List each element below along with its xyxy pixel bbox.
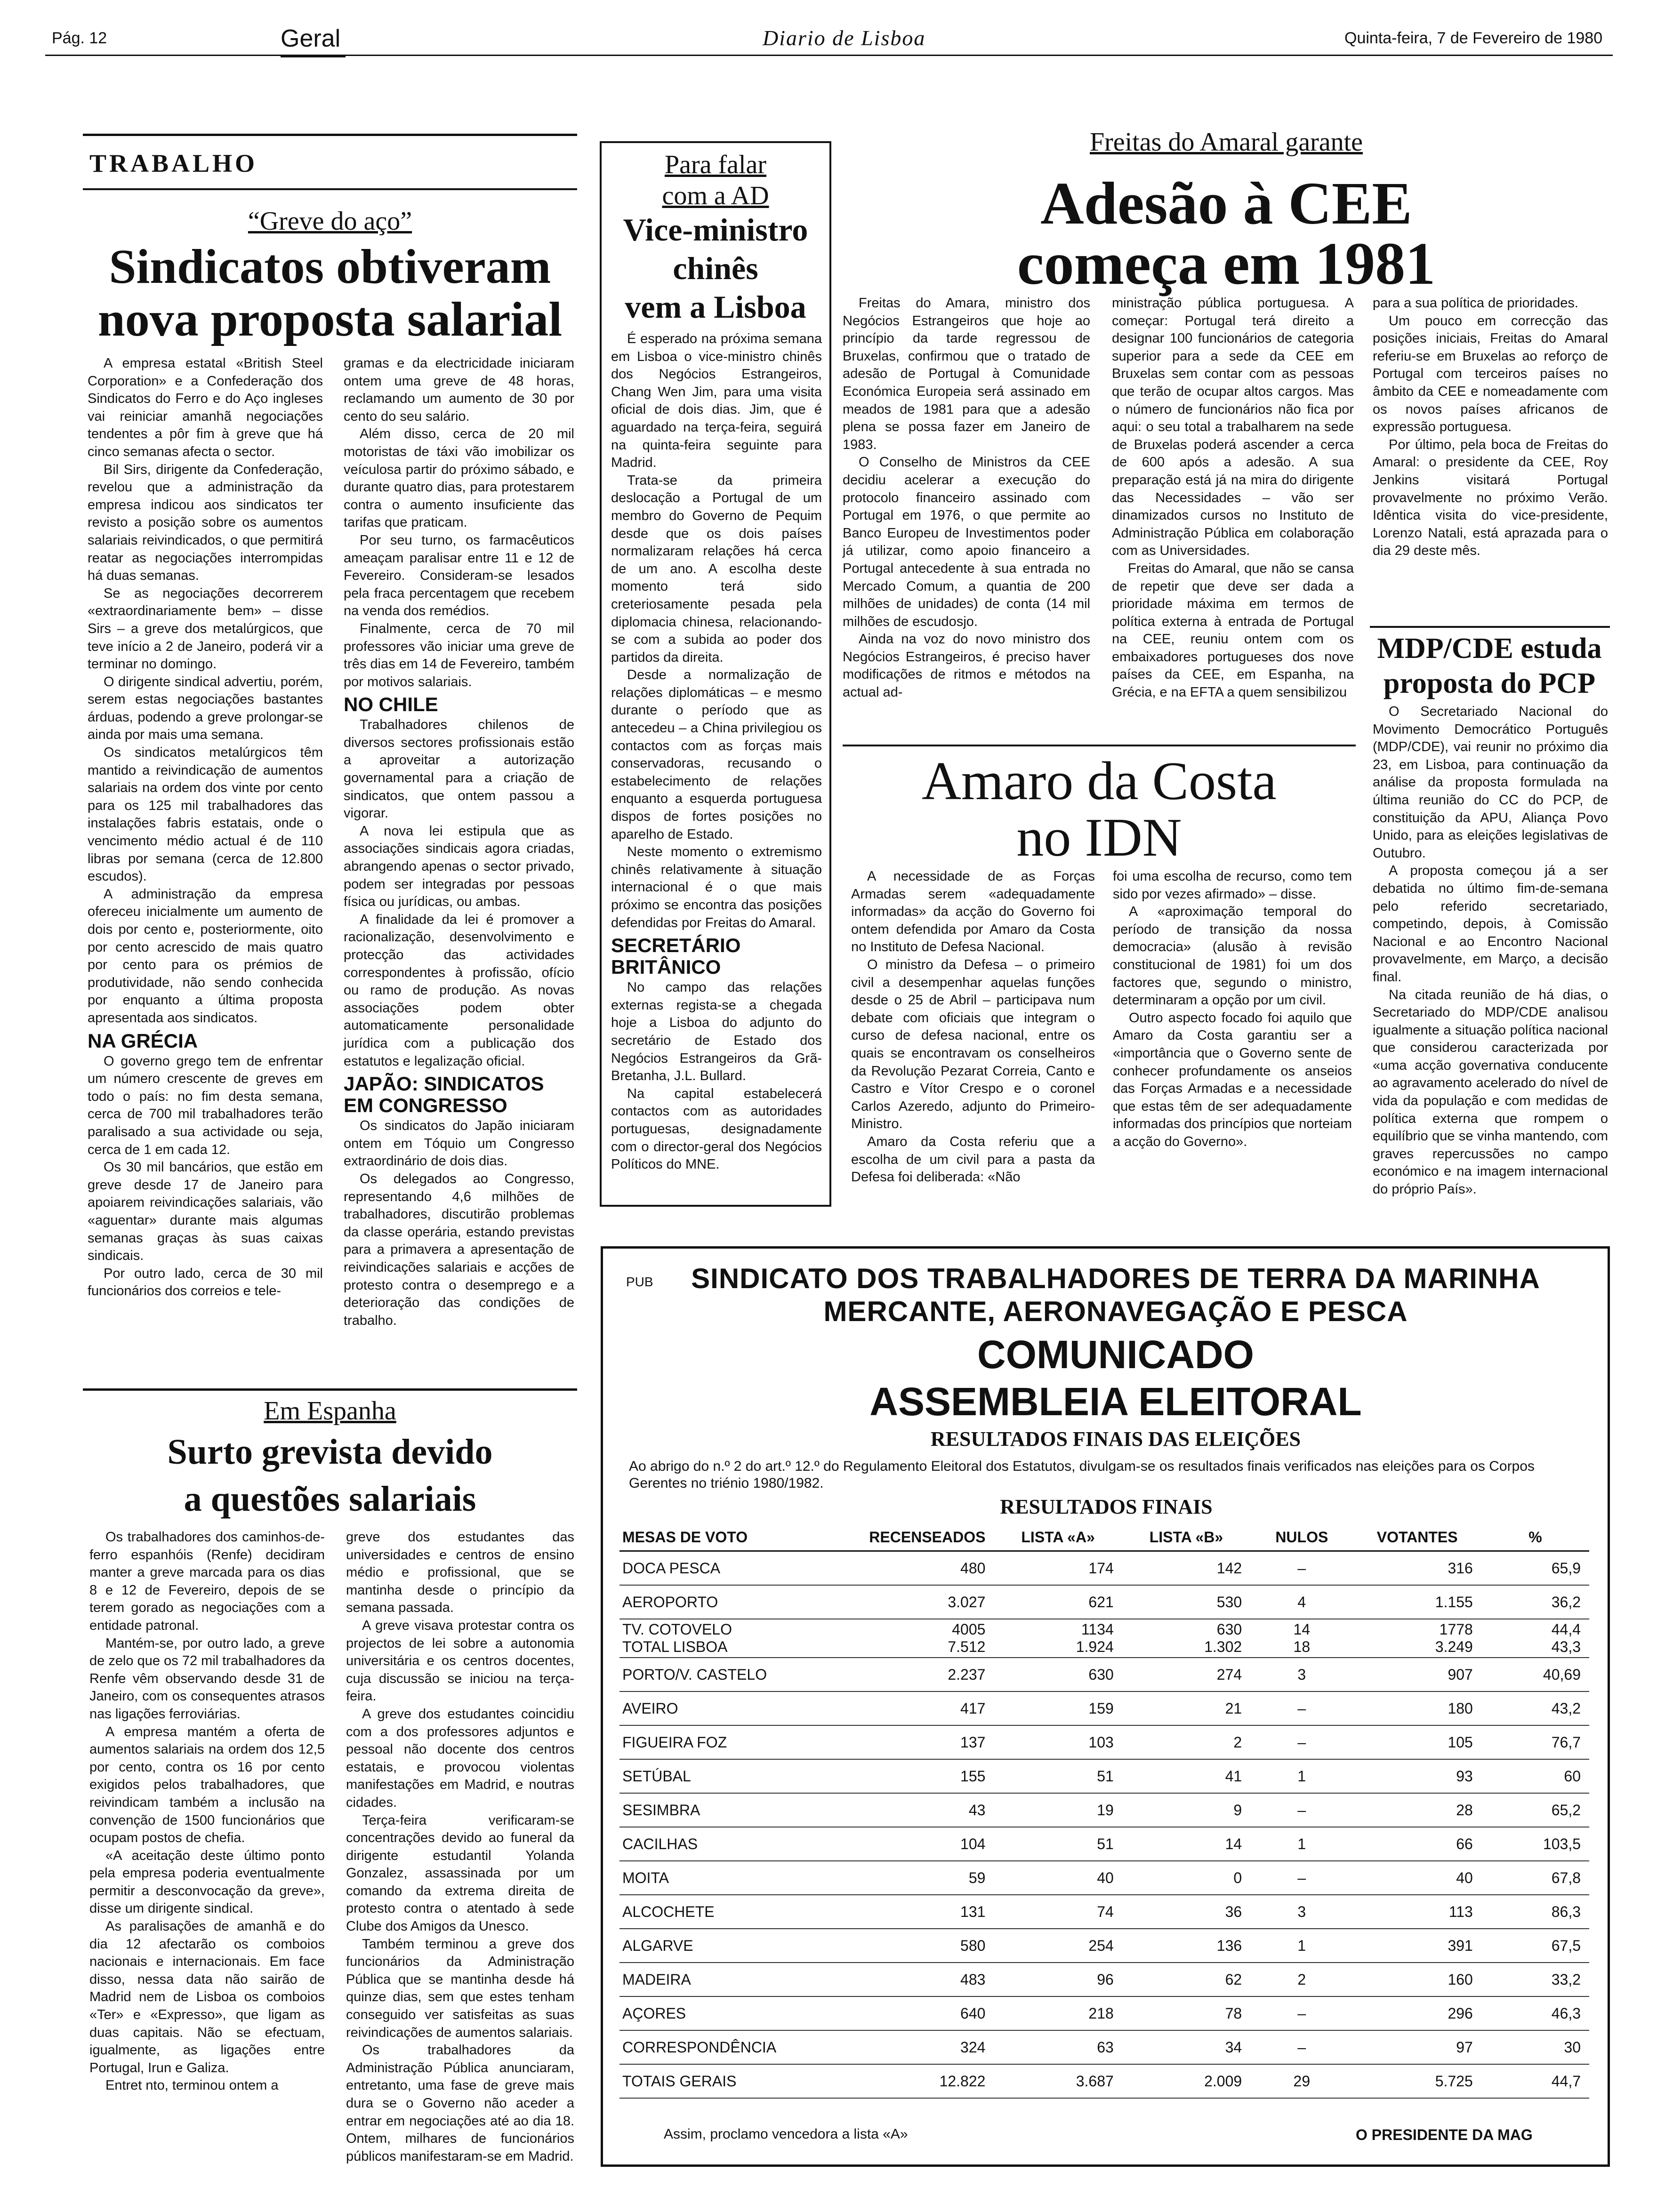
table-row xyxy=(619,1691,1589,1725)
table-cell: 580 xyxy=(839,1929,994,1963)
table-row xyxy=(619,2064,1589,2098)
paragraph: Por último, pela boca de Freitas do Amaral: o presidente da CEE, Roy Jenkins visitará Portugal provavelmente no próximo Verão. Idêntica visita do vice-presidente, Lorenzo Natali, está aprazada para o dia 29 deste mês. xyxy=(1373,437,1608,559)
paragraph: A empresa estatal «British Steel Corporation» e a Confederação dos Sindicatos do Ferro e do Aço ingleses vai reiniciar amanhã negociações tendentes a pôr fim à greve que há cinco semanas afecta o sector. xyxy=(88,356,323,459)
header-rule xyxy=(45,55,1613,56)
paragraph: Desde a normalização de relações diplomáticas – e mesmo durante o período que as antecedeu – a China privilegiou os contactos com as forças mais conservadoras, recusando o estabelecimento de relações enquanto a esquerda portuguesa dispos de fortes posições no aparelho de Estado. xyxy=(611,667,822,842)
table-cell: 907 xyxy=(1353,1658,1481,1691)
paragraph: Os sindicatos metalúrgicos têm mantido a reivindicação de aumentos salariais na ordem dos vinte por cento para os 125 mil trabalhadores das instalações fabris estatais, onde o vencimento médio actual é de 110 libras por semana (cerca de 12.800 escudos). xyxy=(88,745,323,884)
paragraph: A empresa mantém a oferta de aumentos salariais na ordem dos 12,5 por cento, contra os 16 por cento exigidos pelos trabalhadores, que reivindicam também a inclusão na convenção de 1500 funcionários que ocupam postos de chefia. xyxy=(89,1724,325,1846)
ad-org-line-2: MERCANTE, AERONAVEGAÇÃO E PESCA xyxy=(823,1296,1408,1327)
table-cell: 391 xyxy=(1353,1929,1481,1963)
paragraph: Entret nto, terminou ontem a xyxy=(105,2078,279,2093)
table-cell: 78 xyxy=(1122,1996,1250,2030)
table-cell: 324 xyxy=(839,2030,994,2064)
table-cell: 43 xyxy=(839,1793,994,1827)
cell-mesa: MADEIRA xyxy=(619,1963,839,1996)
paragraph: Amaro da Costa referiu que a escolha de um civil para a pasta da Defesa foi deliberada: «Não xyxy=(851,1134,1095,1185)
subhead-japao-1: JAPÃO: SINDICATOS xyxy=(344,1073,544,1095)
table-cell: 62 xyxy=(1122,1963,1250,1996)
ad-table-title: RESULTADOS FINAIS xyxy=(1000,1495,1213,1518)
table-cell: 34 xyxy=(1122,2030,1250,2064)
results-table xyxy=(619,1524,1589,2099)
table-cell: 0 xyxy=(1122,1861,1250,1895)
paragraph: Os delegados ao Congresso, representando 4,6 milhões de trabalhadores, discutirão problemas da classe operária, estando previstas para a primavera a apresentação de reivindicações salariais e acções de protesto contra o desemprego e a deterioração das condições de trabalho. xyxy=(344,1171,574,1328)
paragraph: Um pouco em correcção das posições iniciais, Freitas do Amaral referiu-se em Bruxelas ao reforço de Portugal com terceiros países no âmbito da CEE e nomeadamente com os novos países africanos de expressão portuguesa. xyxy=(1373,313,1608,435)
table-cell: 41 xyxy=(1122,1759,1250,1793)
pcp-top-rule xyxy=(1370,626,1610,628)
trabalho-headline-1: Sindicatos obtiveram xyxy=(109,240,551,294)
paragraph: A proposta começou já a ser debatida no último fim-de-semana pelo referido secretariado, competindo, depois, à Comissão Nacional e ao Encontro Nacional provavelmente, em Março, a decisão final. xyxy=(1373,863,1608,985)
table-cell: 105 xyxy=(1353,1725,1481,1759)
trabalho-label-rule xyxy=(83,188,577,190)
table-cell: 630 xyxy=(994,1658,1122,1691)
trabalho-column-2 xyxy=(344,355,574,1330)
ad-title-1: COMUNICADO xyxy=(977,1332,1254,1377)
table-cell: – xyxy=(1250,2030,1353,2064)
cee-column-1 xyxy=(843,295,1090,702)
paragraph: Os trabalhadores da Administração Pública anunciaram, entretanto, uma fase de greve mais dura se o Governo não aceder a entrar em negociações até ao dia 18. Ontem, milhares de funcionários públicos manifestaram-se em Madrid. xyxy=(346,2043,574,2164)
subhead-britanico: BRITÂNICO xyxy=(611,956,721,978)
paragraph: O governo grego tem de enfrentar um número crescente de greves em todo o país: no fim desta semana, cerca de 700 mil trabalhadores terão paralisado a sua actividade ou seja, cerca de 1 em cada 12. xyxy=(88,1053,323,1157)
table-cell: 67,5 xyxy=(1481,1929,1589,1963)
cell-mesa: CORRESPONDÊNCIA xyxy=(619,2030,839,2064)
espanha-column-2 xyxy=(346,1529,574,2165)
table-cell: 155 xyxy=(839,1759,994,1793)
table-cell: 1134 xyxy=(1081,1621,1114,1638)
table-cell: 51 xyxy=(994,1759,1122,1793)
cell-mesa: DOCA PESCA xyxy=(619,1551,839,1586)
cell-mesa: CACILHAS xyxy=(619,1827,839,1861)
col-mesas: MESAS DE VOTO xyxy=(619,1524,839,1551)
table-cell: – xyxy=(1250,1551,1353,1586)
cee-kicker: Freitas do Amaral garante xyxy=(1089,128,1363,157)
table-cell: 3 xyxy=(1250,1658,1353,1691)
table-row xyxy=(619,1996,1589,2030)
paragraph: Também terminou a greve dos funcionários da Administração Pública que se mantinha desde há quinze dias, sem que estes tenham conseguido ver satisfeitas as suas reivindicações de aumentos salariais. xyxy=(346,1936,574,2040)
cell-mesa: ALCOCHETE xyxy=(619,1895,839,1929)
cell-mesa: TOTAL LISBOA xyxy=(619,1638,839,1658)
col-percent: % xyxy=(1481,1524,1589,1551)
trabalho-kicker: “Greve do aço” xyxy=(248,207,412,236)
table-cell: 136 xyxy=(1122,1929,1250,1963)
table-cell: 1 xyxy=(1250,1827,1353,1861)
table-cell: 180 xyxy=(1353,1691,1481,1725)
table-cell: 5.725 xyxy=(1353,2064,1481,2098)
table-cell: 2 xyxy=(1122,1725,1250,1759)
idn-top-rule xyxy=(843,745,1356,746)
idn-headline-2: no IDN xyxy=(1016,808,1182,868)
ad-intro: Ao abrigo do n.º 2 do art.º 12.º do Regulamento Eleitoral dos Estatutos, divulgam-se os resultados finais verificados nas eleições para os Corpos Gerentes no triénio 1980/1982. xyxy=(629,1459,1535,1491)
espanha-headline-1: Surto grevista devido xyxy=(167,1432,493,1472)
table-row xyxy=(619,1929,1589,1963)
table-cell: 43,2 xyxy=(1481,1691,1589,1725)
paragraph: Terça-feira verificaram-se concentrações devido ao funeral da dirigente estudantil Yolanda Gonzalez, assassinada por um comando da extrema direita de protesto contra o atentado à sede Clube dos Amigos da Unesco. xyxy=(346,1812,574,1934)
paragraph: Neste momento o extremismo chinês relativamente à situação internacional é o que mais próximo se encontra das posições defendidas por Freitas do Amaral. xyxy=(611,844,822,930)
table-cell: 2.237 xyxy=(839,1658,994,1691)
table-cell: 14 xyxy=(1122,1827,1250,1861)
table-cell: 40,69 xyxy=(1481,1658,1589,1691)
table-cell: 274 xyxy=(1122,1658,1250,1691)
table-cell: 137 xyxy=(839,1725,994,1759)
table-cell: 2.009 xyxy=(1122,2064,1250,2098)
cee-headline-1: Adesão à CEE xyxy=(1040,170,1412,237)
table-cell: 30 xyxy=(1481,2030,1589,2064)
table-cell: 113 xyxy=(1353,1895,1481,1929)
cell-mesa: TV. COTOVELO xyxy=(622,1621,732,1638)
table-cell: 1778 xyxy=(1439,1621,1473,1638)
table-cell: 44,7 xyxy=(1481,2064,1589,2098)
table-cell: 2 xyxy=(1250,1963,1353,1996)
col-votantes: VOTANTES xyxy=(1353,1524,1481,1551)
table-cell: 76,7 xyxy=(1481,1725,1589,1759)
table-cell: 480 xyxy=(839,1551,994,1586)
table-cell: 174 xyxy=(994,1551,1122,1586)
table-cell: 7.512 xyxy=(839,1638,994,1658)
table-cell: – xyxy=(1250,1691,1353,1725)
subhead-secretario: SECRETÁRIO xyxy=(611,934,741,957)
paragraph: gramas e da electricidade iniciaram ontem uma greve de 48 horas, reclamando um aumento de 30 por cento do seu salário. xyxy=(344,356,574,424)
table-cell: 530 xyxy=(1122,1585,1250,1619)
paragraph: O Secretariado Nacional do Movimento Democrático Português (MDP/CDE), vai reunir no próximo dia 23, em Lisboa, para continuação da análise da proposta formulada na última reunião do CC do PCP, de constituição da APU, Aliança Povo Unido, para as eleições legislativas de Outubro. xyxy=(1373,704,1608,861)
paragraph: Os 30 mil bancários, que estão em greve desde 17 de Janeiro para apoiarem reivindicações salariais, vão «aguentar» durante mais algumas semanas graças às suas caixas sindicais. xyxy=(88,1160,323,1264)
table-cell: 3 xyxy=(1250,1895,1353,1929)
ad-pub-label: PUB xyxy=(626,1274,653,1289)
cell-mesa: ALGARVE xyxy=(619,1929,839,1963)
table-cell: 142 xyxy=(1122,1551,1250,1586)
paragraph: Trabalhadores chilenos de diversos sectores profissionais estão a aproveitar a autorização governamental para a criação de sindicatos, que ontem passou a vigorar. xyxy=(344,717,574,821)
paragraph: greve dos estudantes das universidades e centros de ensino médio e profissional, que se mantinha desde o princípio da semana passada. xyxy=(346,1530,574,1616)
idn-column-1 xyxy=(851,868,1095,1186)
table-cell: 28 xyxy=(1353,1793,1481,1827)
masthead: Diario de Lisboa xyxy=(763,26,926,50)
table-row xyxy=(619,1827,1589,1861)
table-cell: – xyxy=(1250,1996,1353,2030)
results-header-row xyxy=(619,1524,1589,1551)
table-cell: 417 xyxy=(839,1691,994,1725)
table-row xyxy=(619,1638,1589,1658)
china-body xyxy=(611,330,822,1174)
paragraph: Além disso, cerca de 20 mil motoristas de táxi vão imobilizar os veículosa partir do próximo sábado, e durante quatro dias, para protestarem contra o aumento insuficiente das tarifas que praticam. xyxy=(344,426,574,530)
subhead-chile: NO CHILE xyxy=(344,693,438,716)
paragraph: A necessidade de as Forças Armadas serem «adequadamente informadas» da acção do Governo foi ontem defendida por Amaro da Costa no Instituto de Defesa Nacional. xyxy=(851,869,1095,955)
espanha-column-1 xyxy=(89,1529,325,2095)
table-cell: 14 xyxy=(1293,1621,1311,1638)
table-row xyxy=(619,1793,1589,1827)
table-cell: 29 xyxy=(1250,2064,1353,2098)
paragraph: Se as negociações decorrerem «extraordinariamente bem» – disse Sirs – a greve dos metalúrgicos, que teve início a 2 de Janeiro, poderá vir a terminar no domingo. xyxy=(88,585,323,672)
table-cell: 621 xyxy=(994,1585,1122,1619)
cell-mesa: SETÚBAL xyxy=(619,1759,839,1793)
section-name: Geral xyxy=(281,25,341,52)
table-cell: 630 xyxy=(1216,1621,1242,1638)
paragraph: É esperado na próxima semana em Lisboa o vice-ministro chinês dos Negócios Estrangeiros, Chang Wen Jim, para uma visita oficial de dois dias. Jim, que é aguardado na terça-feira, seguirá na quinta-feira seguinte para Madrid. xyxy=(611,331,822,471)
table-cell: 1.302 xyxy=(1122,1638,1250,1658)
paragraph: para a sua política de prioridades. xyxy=(1373,296,1578,311)
page-number: Pág. 12 xyxy=(52,29,107,47)
paragraph: A «aproximação temporal do período de transição da nossa democracia» (alusão à revisão constitucional de 1981) foi um dos factores que, segundo o ministro, determinaram a opção por um civil. xyxy=(1113,904,1352,1008)
table-cell: 65,9 xyxy=(1481,1551,1589,1586)
table-row xyxy=(619,1619,1589,1638)
paragraph: Os sindicatos do Japão iniciaram ontem em Tóquio um Congresso extraordinário de dois dias. xyxy=(344,1118,574,1169)
paragraph: As paralisações de amanhã e do dia 12 afectarão os comboios nacionais e internacionais. Em face disso, nessa data não sairão de Madrid nem de Lisboa os comboios «Ter» e «Expresso», que ligam as duas capitais. Não se efectuam, igualmente, as ligações entre Portugal, Irun e Galiza. xyxy=(89,1919,325,2076)
ad-org-line-1: SINDICATO DOS TRABALHADORES DE TERRA DA MARINHA xyxy=(691,1263,1540,1294)
table-cell: 66 xyxy=(1353,1827,1481,1861)
table-cell: 12.822 xyxy=(839,2064,994,2098)
pcp-headline-1: MDP/CDE estuda xyxy=(1377,633,1602,665)
table-cell: 19 xyxy=(994,1793,1122,1827)
table-row xyxy=(619,1963,1589,1996)
table-cell: 316 xyxy=(1353,1551,1481,1586)
china-kicker-2: com a AD xyxy=(662,181,769,210)
cee-column-3 xyxy=(1373,295,1608,560)
col-nulos: NULOS xyxy=(1250,1524,1353,1551)
idn-headline-1: Amaro da Costa xyxy=(922,751,1277,811)
subhead-grecia: NA GRÉCIA xyxy=(88,1029,198,1052)
col-lista-a: LISTA «A» xyxy=(994,1524,1122,1551)
cell-mesa: AÇORES xyxy=(619,1996,839,2030)
table-cell: 59 xyxy=(839,1861,994,1895)
table-cell: 254 xyxy=(994,1929,1122,1963)
table-cell: 160 xyxy=(1353,1963,1481,1996)
china-headline-2: chinês xyxy=(673,250,758,286)
espanha-kicker: Em Espanha xyxy=(264,1396,396,1426)
table-row xyxy=(619,1759,1589,1793)
paragraph: O dirigente sindical advertiu, porém, serem estas negociações bastantes árduas, podendo a greve prolongar-se ainda por mais uma semana. xyxy=(88,674,323,743)
paragraph: Freitas do Amara, ministro dos Negócios Estrangeiros que hoje ao princípio da tarde regressou de Bruxelas, confirmou que o tratado de adesão de Portugal à Comunidade Económica Europeia será assinado em meados de 1981 para que a adesão plena se possa fazer em Janeiro de 1983. xyxy=(843,296,1090,452)
paragraph: Finalmente, cerca de 70 mil professores vão iniciar uma greve de três dias em 14 de Fevereiro, também por motivos salariais. xyxy=(344,621,574,689)
table-cell: 3.687 xyxy=(994,2064,1122,2098)
table-cell: 159 xyxy=(994,1691,1122,1725)
page-date: Quinta-feira, 7 de Fevereiro de 1980 xyxy=(1344,29,1603,47)
table-cell: – xyxy=(1250,1861,1353,1895)
trabalho-headline-2: nova proposta salarial xyxy=(97,292,563,346)
table-cell: 103,5 xyxy=(1481,1827,1589,1861)
table-cell: 86,3 xyxy=(1481,1895,1589,1929)
table-cell: 4 xyxy=(1250,1585,1353,1619)
table-cell: 33,2 xyxy=(1481,1963,1589,1996)
paragraph: No campo das relações externas regista-se a chegada hoje a Lisboa do adjunto do secretário de Estado dos Negócios Estrangeiros da Grã-Bretanha, J.L. Bullard. xyxy=(611,980,822,1084)
cell-mesa: SESIMBRA xyxy=(619,1793,839,1827)
table-cell: 36,2 xyxy=(1481,1585,1589,1619)
paragraph: Por outro lado, cerca de 30 mil funcionários dos correios e tele- xyxy=(88,1266,323,1299)
table-row xyxy=(619,1585,1589,1619)
table-cell: 44,4 xyxy=(1551,1621,1581,1638)
table-cell: 36 xyxy=(1122,1895,1250,1929)
espanha-top-rule xyxy=(83,1388,577,1391)
trabalho-top-rule xyxy=(83,134,577,136)
paragraph: Na capital estabelecerá contactos com as autoridades portuguesas, designadamente com o director-geral dos Negócios Políticos do MNE. xyxy=(611,1086,822,1172)
paragraph: O Conselho de Ministros da CEE decidiu acelerar a execução do protocolo financeiro assinado com Portugal em 1976, o que permite ao Banco Europeu de Investimentos poder já utilizar, como apoio financeiro a Portugal antecedente à sua entrada no Mercado Comum, a quantia de 200 milhões de unidades) de conta (14 mil milhões de escudosjo. xyxy=(843,455,1090,629)
table-cell: 60 xyxy=(1481,1759,1589,1793)
table-cell: 67,8 xyxy=(1481,1861,1589,1895)
table-cell: 74 xyxy=(994,1895,1122,1929)
paragraph: Mantém-se, por outro lado, a greve de zelo que os 72 mil trabalhadores da Renfe vêm observando desde 31 de Janeiro, com os consequentes atrasos nas ligações ferroviárias. xyxy=(89,1635,325,1722)
table-cell: 640 xyxy=(839,1996,994,2030)
paragraph: Ainda na voz do novo ministro dos Negócios Estrangeiros, é preciso haver modificações de ritmos e métodos na actual ad- xyxy=(843,632,1090,700)
table-cell: 43,3 xyxy=(1481,1638,1589,1658)
table-row xyxy=(619,1551,1589,1586)
table-cell: 3.027 xyxy=(839,1585,994,1619)
trabalho-column-1 xyxy=(88,355,323,1300)
table-row xyxy=(619,1658,1589,1691)
table-cell: – xyxy=(1250,1725,1353,1759)
paragraph: Freitas do Amaral, que não se cansa de repetir que deve ser dada a prioridade máxima em termos de política externa à entrada de Portugal na CEE, reuniu ontem com os embaixadores portugueses dos nove países da CEE, em Espanha, na Grécia, e na EFTA a quem sensibilizou xyxy=(1112,561,1354,700)
table-row xyxy=(619,1725,1589,1759)
paragraph: «A aceitação deste último ponto pela empresa poderia eventualmente permitir a desconvocação da greve», disse um dirigente sindical. xyxy=(89,1848,325,1916)
cell-mesa: MOITA xyxy=(619,1861,839,1895)
table-cell: 21 xyxy=(1122,1691,1250,1725)
idn-column-2 xyxy=(1113,868,1352,1151)
paragraph: A nova lei estipula que as associações sindicais agora criadas, abrangendo apenas o sector privado, podem ser integradas por pessoas física ou jurídicas, ou ambas. xyxy=(344,823,574,910)
table-cell: 296 xyxy=(1353,1996,1481,2030)
cell-mesa: FIGUEIRA FOZ xyxy=(619,1725,839,1759)
table-cell: 65,2 xyxy=(1481,1793,1589,1827)
table-row xyxy=(619,1895,1589,1929)
table-cell: 1 xyxy=(1250,1929,1353,1963)
paragraph: O ministro da Defesa – o primeiro civil a desempenhar aquelas funções desde o 25 de Abril – participava num debate com oficiais que integram o curso de defesa nacional, entre os quais se encontravam os conselheiros da Revolução Pezarat Correia, Canto e Castro e Vítor Crespo e o coronel Carlos Azeredo, adjunto do Primeiro-Ministro. xyxy=(851,957,1095,1132)
table-cell: 1.155 xyxy=(1353,1585,1481,1619)
paragraph: A greve dos estudantes coincidiu com a dos professores adjuntos e pessoal não docente dos centros estatais, e provocou violentas manifestações em Madrid, e noutras cidades. xyxy=(346,1706,574,1810)
china-kicker-1: Para falar xyxy=(664,150,767,179)
cell-mesa: TOTAIS GERAIS xyxy=(619,2064,839,2098)
table-cell: 96 xyxy=(994,1963,1122,1996)
table-cell: 4005 xyxy=(952,1621,986,1638)
paragraph: foi uma escolha de recurso, como tem sido por vezes afirmado» – disse. xyxy=(1113,869,1352,902)
paragraph: A administração da empresa ofereceu inicialmente um aumento de dois por cento e, posteriormente, oito por cento acrescido de mais quatro por cento para os prémios de produtividade, não sendo conhecida por enquanto a última proposta apresentada aos sindicatos. xyxy=(88,886,323,1026)
results-body xyxy=(619,1551,1589,2099)
table-cell: 9 xyxy=(1122,1793,1250,1827)
ad-footer-left: Assim, proclamo vencedora a lista «A» xyxy=(664,2126,908,2142)
table-cell: 218 xyxy=(994,1996,1122,2030)
table-cell: 93 xyxy=(1353,1759,1481,1793)
ad-footer-right: O PRESIDENTE DA MAG xyxy=(1356,2126,1533,2143)
paragraph: Trata-se da primeira deslocação a Portugal de um membro do Governo de Pequim desde que os dois países normalizaram relações há cerca de um ano. A escolha deste momento terá sido creteriosamente pesada pela diplomacia chinesa, relacionando-se com a subida ao poder dos partidos da direita. xyxy=(611,473,822,665)
cell-mesa: AVEIRO xyxy=(619,1691,839,1725)
table-cell: – xyxy=(1250,1793,1353,1827)
table-cell: 131 xyxy=(839,1895,994,1929)
table-cell: 51 xyxy=(994,1827,1122,1861)
col-lista-b: LISTA «B» xyxy=(1122,1524,1250,1551)
paragraph: Outro aspecto focado foi aquilo que Amaro da Costa garantiu ser a «importância que o Governo sente de conhecer profundamente os anseios das Forças Armadas e a necessidade que estas têm de ser adequadamente informadas dos princípios que norteiam a acção do Governo». xyxy=(1113,1010,1352,1149)
pcp-headline-2: proposta do PCP xyxy=(1383,667,1596,699)
cee-headline-2: começa em 1981 xyxy=(1017,230,1436,297)
table-cell: 18 xyxy=(1250,1638,1353,1658)
ad-subtitle: RESULTADOS FINAIS DAS ELEIÇÕES xyxy=(930,1427,1301,1451)
espanha-headline-2: a questões salariais xyxy=(184,1479,476,1519)
table-row xyxy=(619,1861,1589,1895)
table-row xyxy=(619,2030,1589,2064)
paragraph: Por seu turno, os farmacêuticos ameaçam paralisar entre 11 e 12 de Fevereiro. Consideram-se lesados pela fraca percentagem que recebem na venda dos remédios. xyxy=(344,532,574,619)
table-cell: 103 xyxy=(994,1725,1122,1759)
china-headline-1: Vice-ministro xyxy=(623,212,808,248)
paragraph: ministração pública portuguesa. A começar: Portugal terá direito a designar 100 funcionários de categoria superior para a sede da CEE em Bruxelas sem contar com as pessoas que terão de ocupar altos cargos. Mas o número de funcionários não fica por aqui: o seu total a trabalharem na sede de Bruxelas poderá ascender a cerca de 600 após a adesão. A sua preparação está já na mira do dirigente das Necessidades – vão ser dinamizados cursos no Instituto de Administração Pública em colaboração com as Universidades. xyxy=(1112,296,1354,559)
table-cell: 1 xyxy=(1250,1759,1353,1793)
table-cell: 40 xyxy=(994,1861,1122,1895)
table-cell: 97 xyxy=(1353,2030,1481,2064)
col-recenseados: RECENSEADOS xyxy=(839,1524,994,1551)
section-label-trabalho: TRABALHO xyxy=(89,149,258,177)
cee-column-2 xyxy=(1112,295,1354,702)
subhead-japao-2: EM CONGRESSO xyxy=(344,1094,507,1117)
table-cell: 483 xyxy=(839,1963,994,1996)
table-cell: 63 xyxy=(994,2030,1122,2064)
paragraph: Os trabalhadores dos caminhos-de-ferro espanhóis (Renfe) decidiram manter a greve marcada para os dias 8 e 12 de Fevereiro, depois de se terem gorado as negociações com a entidade patronal. xyxy=(89,1530,325,1633)
ad-title-2: ASSEMBLEIA ELEITORAL xyxy=(869,1379,1362,1424)
paragraph: Bil Sirs, dirigente da Confederação, revelou que a administração da empresa indicou aos sindicatos ter revisto a posição sobre os aumentos salariais reivindicados, o que permitirá reatar as negociações interrompidas há duas semanas. xyxy=(88,462,323,584)
cell-mesa: PORTO/V. CASTELO xyxy=(619,1658,839,1691)
table-cell: 104 xyxy=(839,1827,994,1861)
pcp-body xyxy=(1373,703,1608,1199)
china-headline-3: vem a Lisboa xyxy=(625,289,806,325)
paragraph: A greve visava protestar contra os projectos de lei sobre a autonomia universitária e os centros docentes, cuja discussão se iniciou na terça-feira. xyxy=(346,1618,574,1704)
table-cell: 1.924 xyxy=(994,1638,1122,1658)
table-cell: 40 xyxy=(1353,1861,1481,1895)
cell-mesa: AEROPORTO xyxy=(619,1585,839,1619)
table-cell: 3.249 xyxy=(1353,1638,1481,1658)
paragraph: A finalidade da lei é promover a racionalização, desenvolvimento e protecção das actividades correspondentes à profissão, ofício ou ramo de produção. As novas associações podem obter automaticamente personalidade jurídica com a publicação dos estatutos e legalização oficial. xyxy=(344,912,574,1069)
paragraph: Na citada reunião de há dias, o Secretariado do MDP/CDE analisou igualmente a situação política nacional que considerou caracterizada por «uma acção governativa conducente ao agravamento acelerado do nível de vida da população e com medidas de política externa que rompem o equilíbrio que se vinha mantendo, com graves repercussões no campo económico e na imagem internacional do próprio País». xyxy=(1373,987,1608,1197)
table-cell: 46,3 xyxy=(1481,1996,1589,2030)
